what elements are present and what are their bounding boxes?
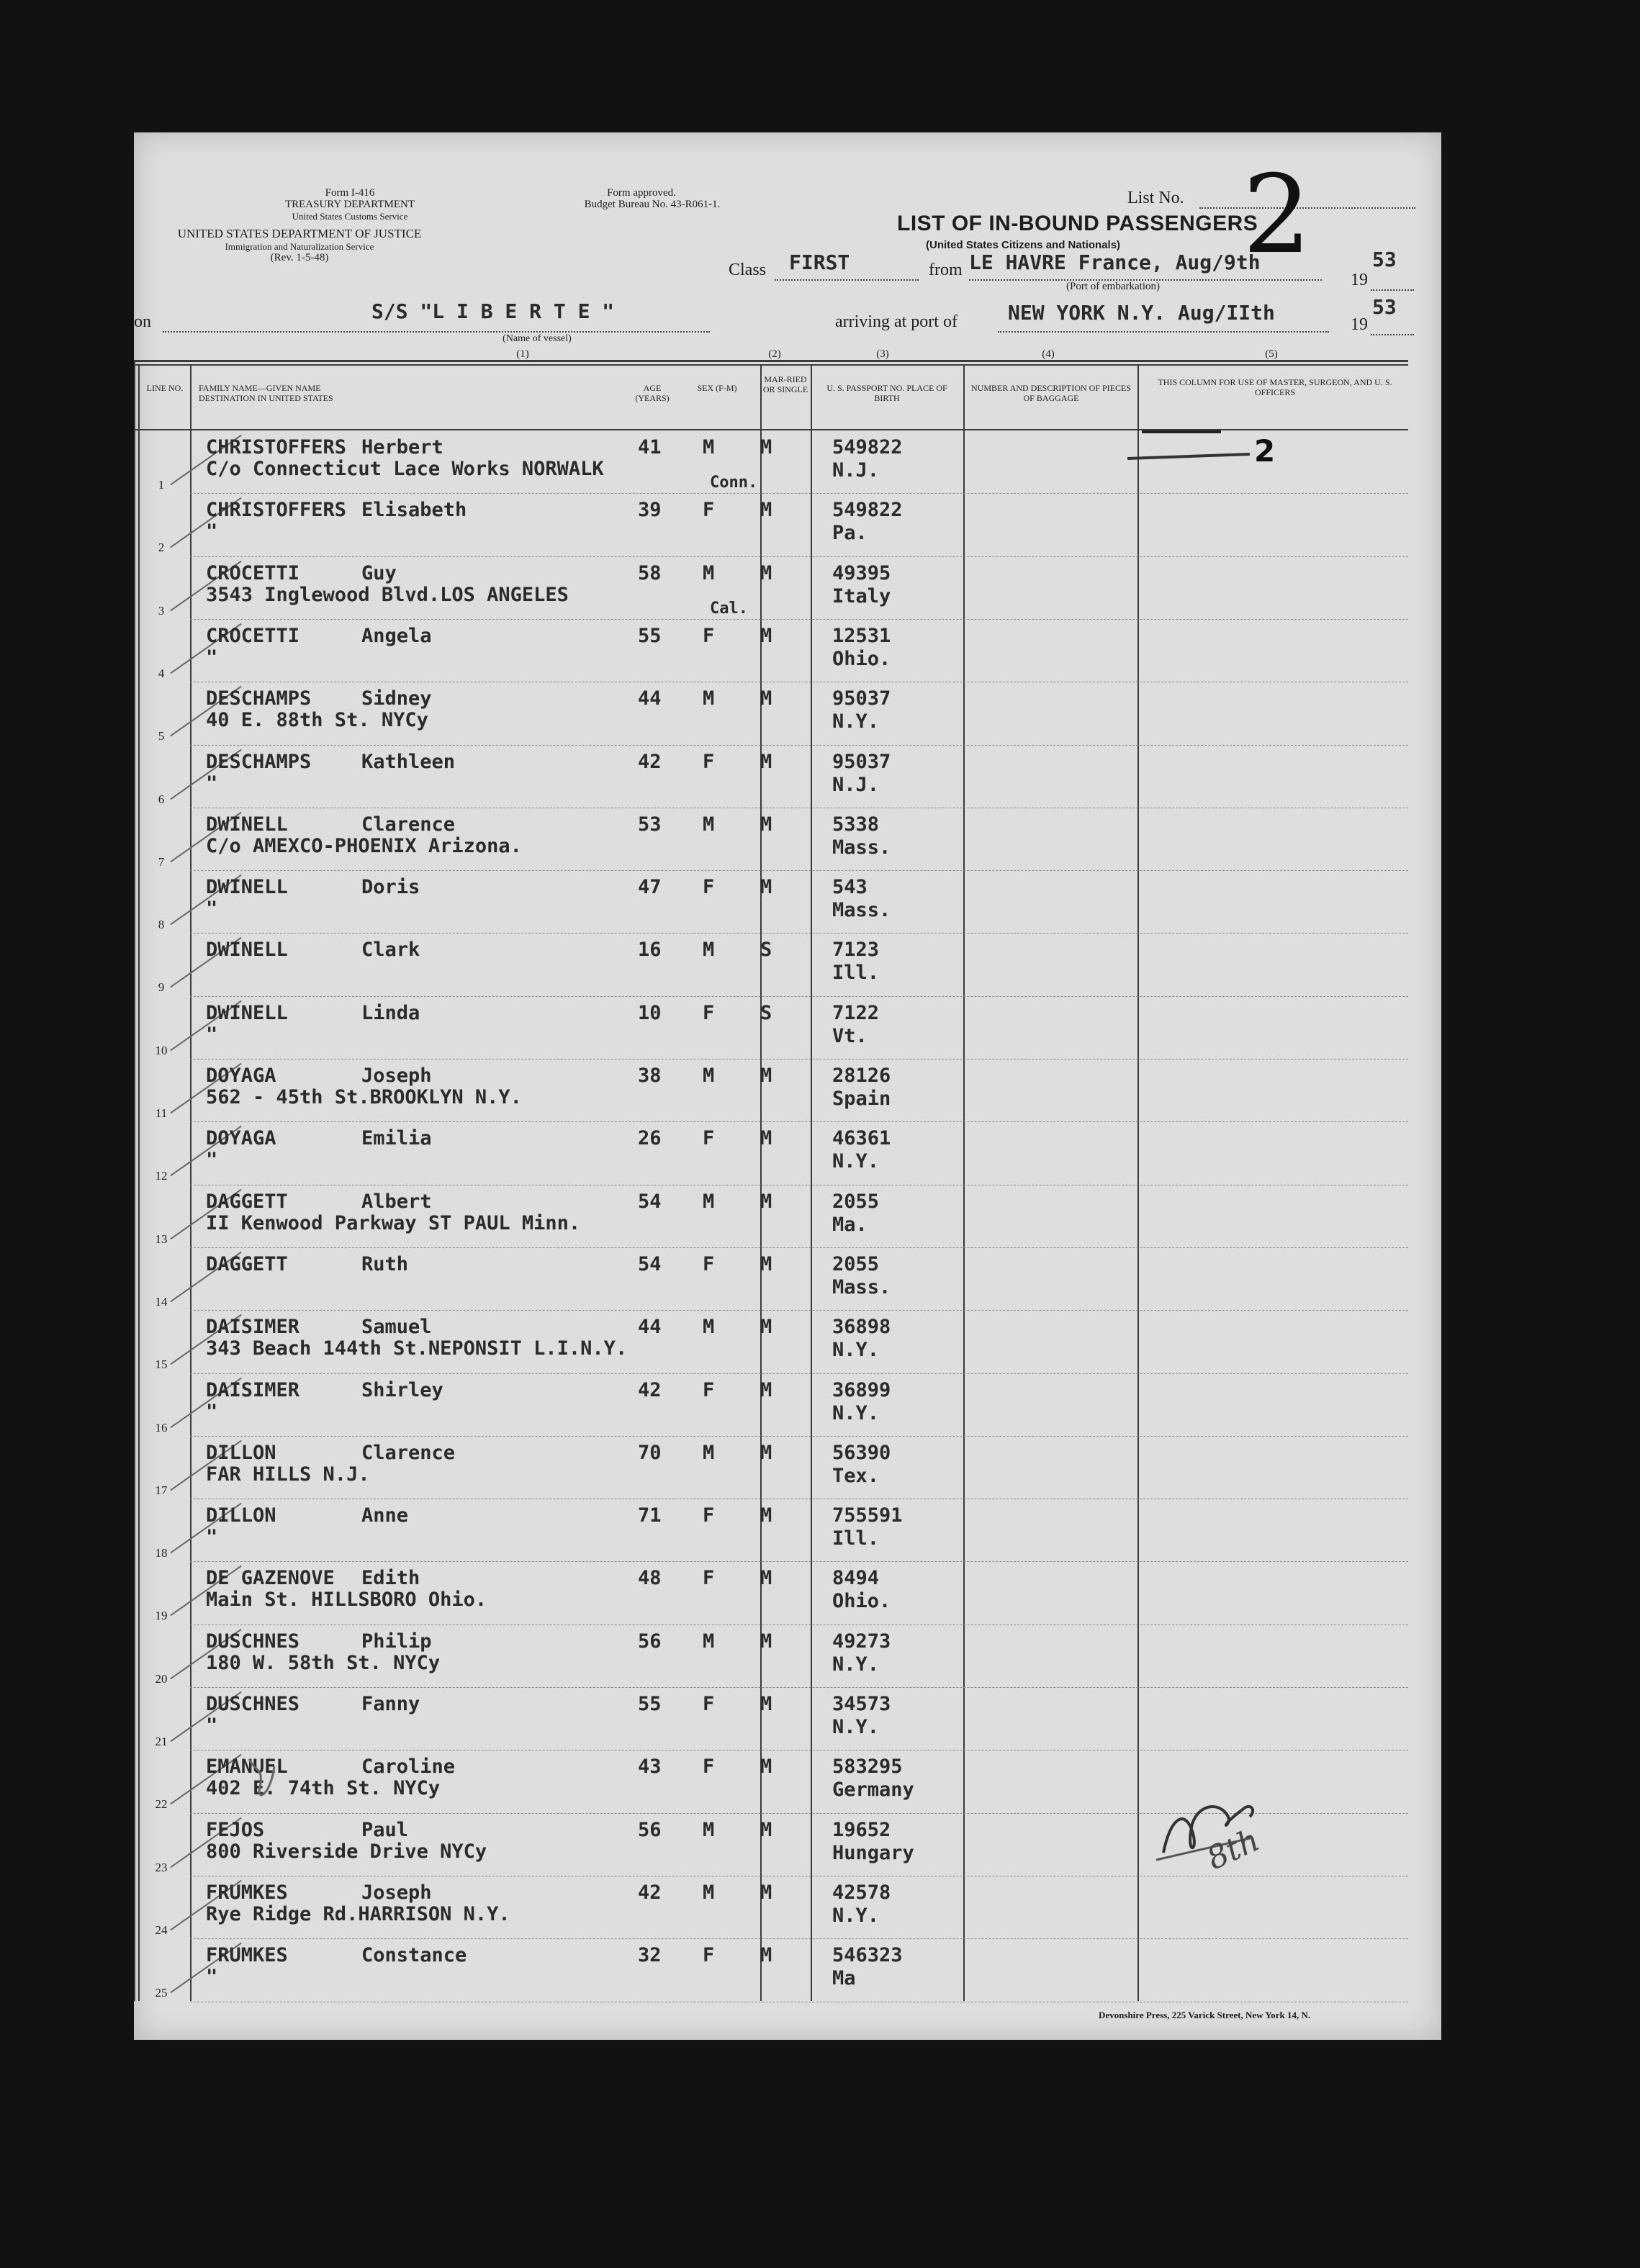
- passport-number: 19652: [832, 1818, 891, 1841]
- destination: 402 E. 74th St. NYCy: [206, 1777, 441, 1800]
- family-name: DUSCHNES: [206, 1630, 300, 1653]
- destination: FAR HILLS N.J.: [206, 1463, 370, 1486]
- line-number: 22: [155, 1797, 168, 1812]
- passport-number: 36898: [832, 1316, 891, 1339]
- family-name: FRUMKES: [206, 1944, 288, 1967]
- given-name: Ruth: [361, 1252, 409, 1275]
- passenger-manifest-page: [134, 132, 1441, 2040]
- destination-state: Conn.: [710, 474, 758, 492]
- age: 54: [638, 1252, 662, 1275]
- destination: Rye Ridge Rd.HARRISON N.Y.: [206, 1902, 510, 1925]
- handwritten-date: 8th: [1201, 1821, 1266, 1878]
- age: 44: [638, 1316, 662, 1339]
- col-header-name: FAMILY NAME—GIVEN NAME DESTINATION IN UNITED STATES: [199, 383, 333, 403]
- justice-dept: UNITED STATES DEPARTMENT OF JUSTICE: [177, 227, 422, 240]
- destination: ": [206, 1526, 218, 1549]
- passport-number: 7123: [832, 939, 880, 962]
- arrival-year-label: 19: [1351, 315, 1368, 334]
- age: 42: [638, 1378, 662, 1401]
- place-of-birth: N.Y.: [832, 1401, 880, 1424]
- age: 55: [638, 1693, 662, 1715]
- embarkation-port: LE HAVRE France, Aug/9th: [969, 250, 1261, 274]
- destination-state: Cal.: [710, 599, 748, 618]
- given-name: Clarence: [361, 1441, 456, 1464]
- family-name: DOYAGA: [206, 1065, 276, 1087]
- age: 70: [638, 1441, 662, 1464]
- family-name: DAGGETT: [206, 1190, 288, 1213]
- age: 43: [638, 1756, 662, 1779]
- col-header-passport: U. S. PASSPORT NO. PLACE OF BIRTH: [826, 383, 947, 403]
- row-divider: [190, 870, 1408, 871]
- list-no-label: List No.: [1127, 189, 1184, 207]
- destination: ": [206, 772, 218, 795]
- sex: F: [703, 1504, 715, 1527]
- marital-status: M: [760, 750, 772, 773]
- marital-status: S: [760, 1001, 772, 1024]
- given-name: Sidney: [361, 687, 432, 710]
- given-name: Clark: [361, 939, 420, 962]
- line-number: 12: [155, 1169, 168, 1183]
- passport-number: 7122: [832, 1001, 880, 1024]
- given-name: Clarence: [361, 813, 456, 836]
- marital-status: M: [760, 1881, 772, 1904]
- given-name: Joseph: [361, 1065, 432, 1087]
- destination: ": [206, 520, 218, 543]
- age: 42: [638, 750, 662, 773]
- sex: F: [703, 1693, 715, 1715]
- sex: F: [703, 876, 715, 899]
- row-divider: [190, 1373, 1408, 1374]
- col-header-baggage: NUMBER AND DESCRIPTION OF PIECES OF BAGGAGE: [970, 383, 1132, 403]
- marital-status: M: [760, 876, 772, 899]
- destination: ": [206, 898, 218, 921]
- year-value: 53: [1372, 248, 1397, 271]
- age: 44: [638, 687, 662, 710]
- col-header-married: MAR-RIED OR SINGLE: [762, 374, 808, 394]
- form-number: Form I-416: [325, 187, 375, 199]
- row-divider: [190, 1059, 1408, 1060]
- age: 55: [638, 624, 662, 647]
- destination: 343 Beach 144th St.NEPONSIT L.I.N.Y.: [206, 1337, 628, 1360]
- passport-number: 42578: [832, 1881, 891, 1904]
- destination: C/o Connecticut Lace Works NORWALK: [206, 458, 604, 480]
- marital-status: S: [760, 939, 772, 962]
- passport-number: 2055: [832, 1190, 880, 1213]
- age: 42: [638, 1881, 662, 1904]
- vessel-caption: (Name of vessel): [503, 333, 572, 344]
- class-label: Class: [729, 261, 767, 279]
- marital-status: M: [760, 624, 772, 647]
- age: 71: [638, 1504, 662, 1527]
- passport-number: 49273: [832, 1630, 891, 1653]
- place-of-birth: Mass.: [832, 899, 891, 922]
- line-number: 17: [155, 1483, 168, 1497]
- family-name: DAISIMER: [206, 1378, 300, 1401]
- place-of-birth: Italy: [832, 584, 891, 607]
- passport-number: 95037: [832, 687, 891, 710]
- row-divider: [190, 745, 1408, 746]
- port-caption: (Port of embarkation): [1066, 281, 1160, 292]
- destination: 3543 Inglewood Blvd.LOS ANGELES: [206, 583, 569, 606]
- passport-number: 546323: [832, 1944, 903, 1967]
- destination: ": [206, 1023, 218, 1046]
- marital-status: M: [760, 1441, 772, 1464]
- row-divider: [190, 933, 1408, 934]
- family-name: CHRISTOFFERS: [206, 436, 347, 458]
- marital-status: M: [760, 687, 772, 710]
- marital-status: M: [760, 1567, 772, 1590]
- family-name: CHRISTOFFERS: [206, 499, 347, 522]
- given-name: Philip: [361, 1630, 432, 1653]
- place-of-birth: N.Y.: [832, 710, 880, 733]
- sex: M: [703, 436, 715, 458]
- passport-number: 28126: [832, 1065, 891, 1087]
- line-number: 25: [155, 1986, 168, 2000]
- marital-status: M: [760, 1818, 772, 1841]
- given-name: Samuel: [361, 1316, 432, 1339]
- family-name: FRUMKES: [206, 1881, 288, 1904]
- place-of-birth: Ma.: [832, 1213, 868, 1236]
- from-label: from: [929, 261, 963, 279]
- sex: F: [703, 624, 715, 647]
- destination: 40 E. 88th St. NYCy: [206, 709, 428, 732]
- destination: ": [206, 1714, 218, 1737]
- line-number: 16: [155, 1420, 168, 1435]
- place-of-birth: Pa.: [832, 522, 868, 545]
- treasury-dept: TREASURY DEPARTMENT: [284, 199, 415, 210]
- destination: Main St. HILLSBORO Ohio.: [206, 1589, 487, 1612]
- line-number: 20: [155, 1671, 168, 1686]
- on-label: on: [134, 312, 151, 331]
- col-header-officers: THIS COLUMN FOR USE OF MASTER, SURGEON, AND U. S. OFFICERS: [1158, 377, 1392, 397]
- family-name: DWINELL: [206, 1001, 288, 1024]
- family-name: DAGGETT: [206, 1252, 288, 1275]
- family-name: DOYAGA: [206, 1127, 276, 1150]
- sex: M: [703, 561, 715, 584]
- family-name: DILLON: [206, 1441, 276, 1464]
- col-number-5: (5): [1265, 348, 1278, 360]
- place-of-birth: N.Y.: [832, 1653, 880, 1676]
- marital-status: M: [760, 499, 772, 522]
- place-of-birth: Ill.: [832, 1527, 880, 1550]
- marital-status: M: [760, 1252, 772, 1275]
- line-number: 6: [158, 792, 165, 806]
- row-divider: [190, 1310, 1408, 1311]
- col-number-4: (4): [1042, 348, 1055, 360]
- row-divider: [190, 619, 1408, 620]
- passport-number: 5338: [832, 813, 880, 836]
- given-name: Herbert: [361, 436, 443, 458]
- sex: F: [703, 1944, 715, 1967]
- row-divider: [190, 1938, 1408, 1939]
- marital-status: M: [760, 1316, 772, 1339]
- given-name: Constance: [361, 1944, 467, 1967]
- marital-status: M: [760, 1127, 772, 1150]
- sex: M: [703, 813, 715, 836]
- sex: M: [703, 1818, 715, 1841]
- passport-number: 46361: [832, 1127, 891, 1150]
- col-number-2: (2): [768, 348, 781, 360]
- line-number: 2: [158, 541, 165, 555]
- line-number: 23: [155, 1860, 168, 1874]
- age: 56: [638, 1818, 662, 1841]
- marital-status: M: [760, 1693, 772, 1715]
- revision-date: (Rev. 1-5-48): [270, 252, 329, 263]
- sex: M: [703, 1190, 715, 1213]
- destination: ": [206, 1966, 218, 1989]
- row-divider: [190, 556, 1408, 557]
- place-of-birth: Ill.: [832, 962, 880, 985]
- line-number: 18: [155, 1546, 168, 1560]
- passport-number: 12531: [832, 624, 891, 647]
- sex: M: [703, 1881, 715, 1904]
- place-of-birth: Ohio.: [832, 647, 891, 670]
- officer-mark: 2: [1254, 433, 1276, 469]
- family-name: DUSCHNES: [206, 1693, 300, 1715]
- age: 41: [638, 436, 662, 458]
- sex: M: [703, 1441, 715, 1464]
- place-of-birth: Ma: [832, 1967, 856, 1990]
- passport-number: 34573: [832, 1693, 891, 1715]
- given-name: Linda: [361, 1001, 420, 1024]
- row-divider: [190, 1561, 1408, 1562]
- marital-status: M: [760, 1065, 772, 1087]
- budget-bureau: Budget Bureau No. 43-R061-1.: [584, 199, 721, 210]
- arrival-year: 53: [1372, 295, 1397, 319]
- arrival-port: NEW YORK N.Y. Aug/IIth: [1008, 301, 1275, 325]
- col-header-sex: SEX (F-M): [697, 383, 737, 393]
- given-name: Fanny: [361, 1693, 420, 1715]
- place-of-birth: Spain: [832, 1088, 891, 1110]
- marital-status: M: [760, 1944, 772, 1967]
- row-divider: [190, 1687, 1408, 1688]
- sex: F: [703, 1127, 715, 1150]
- row-divider: [190, 1247, 1408, 1248]
- row-divider: [190, 1436, 1408, 1437]
- family-name: CROCETTI: [206, 561, 300, 584]
- family-name: DE GAZENOVE: [206, 1567, 335, 1590]
- vessel-name: S/S "L I B E R T E ": [371, 299, 615, 323]
- col-header-line: LINE NO.: [146, 383, 184, 393]
- marital-status: M: [760, 1630, 772, 1653]
- place-of-birth: Germany: [832, 1779, 914, 1802]
- destination: 180 W. 58th St. NYCy: [206, 1651, 441, 1674]
- passport-number: 543: [832, 876, 868, 899]
- family-name: DWINELL: [206, 876, 288, 899]
- age: 47: [638, 876, 662, 899]
- sex: F: [703, 1001, 715, 1024]
- line-number: 10: [155, 1043, 168, 1057]
- passport-number: 549822: [832, 499, 903, 522]
- place-of-birth: Vt.: [832, 1024, 868, 1047]
- destination: 562 - 45th St.BROOKLYN N.Y.: [206, 1086, 522, 1108]
- line-number: 15: [155, 1357, 168, 1372]
- line-number: 8: [158, 918, 165, 932]
- age: 54: [638, 1190, 662, 1213]
- line-number: 4: [158, 666, 165, 680]
- col-header-age: AGE (YEARS): [635, 383, 670, 403]
- passport-number: 583295: [832, 1756, 903, 1779]
- given-name: Emilia: [361, 1127, 432, 1150]
- page-subtitle: (United States Citizens and Nationals): [926, 239, 1121, 251]
- marital-status: M: [760, 436, 772, 458]
- row-divider: [190, 493, 1408, 494]
- age: 16: [638, 939, 662, 962]
- family-name: DESCHAMPS: [206, 750, 312, 773]
- line-number: 3: [158, 603, 165, 618]
- line-number: 21: [155, 1735, 168, 1748]
- sex: F: [703, 499, 715, 522]
- age: 48: [638, 1567, 662, 1590]
- destination: ": [206, 646, 218, 669]
- line-number: 1: [158, 478, 165, 492]
- age: 56: [638, 1630, 662, 1653]
- sex: M: [703, 1065, 715, 1087]
- given-name: Kathleen: [361, 750, 456, 773]
- line-number: 13: [155, 1232, 168, 1246]
- destination: II Kenwood Parkway ST PAUL Minn.: [206, 1211, 581, 1234]
- family-name: EMANUEL: [206, 1756, 288, 1779]
- place-of-birth: N.J.: [832, 459, 880, 482]
- line-number: 14: [155, 1294, 168, 1309]
- given-name: Elisabeth: [361, 499, 467, 522]
- place-of-birth: Hungary: [832, 1841, 914, 1864]
- col-number-3: (3): [876, 348, 889, 360]
- place-of-birth: N.Y.: [832, 1716, 880, 1738]
- given-name: Angela: [361, 624, 432, 647]
- arriving-label: arriving at port of: [835, 312, 958, 331]
- row-divider: [190, 1121, 1408, 1122]
- passport-number: 755591: [832, 1504, 903, 1527]
- passport-number: 56390: [832, 1441, 891, 1464]
- given-name: Doris: [361, 876, 420, 899]
- form-approved: Form approved.: [607, 187, 676, 199]
- passport-number: 2055: [832, 1252, 880, 1275]
- ins-service: Immigration and Naturalization Service: [225, 241, 374, 252]
- marital-status: M: [760, 813, 772, 836]
- place-of-birth: N.Y.: [832, 1904, 880, 1927]
- page-title: LIST OF IN-BOUND PASSENGERS: [897, 212, 1258, 235]
- destination: ": [206, 1400, 218, 1423]
- sex: F: [703, 1252, 715, 1275]
- age: 26: [638, 1127, 662, 1150]
- marital-status: M: [760, 1378, 772, 1401]
- place-of-birth: Ohio.: [832, 1590, 891, 1613]
- given-name: Joseph: [361, 1881, 432, 1904]
- line-number: 19: [155, 1609, 168, 1623]
- passport-number: 95037: [832, 750, 891, 773]
- class-value: FIRST: [789, 250, 850, 274]
- margin-mark: [242, 1752, 285, 1812]
- age: 10: [638, 1001, 662, 1024]
- given-name: Caroline: [361, 1756, 456, 1779]
- printer-footer: Devonshire Press, 225 Varick Street, New York 14, N.: [1099, 2010, 1311, 2020]
- place-of-birth: Mass.: [832, 836, 891, 859]
- family-name: DWINELL: [206, 813, 288, 836]
- place-of-birth: Mass.: [832, 1275, 891, 1298]
- age: 38: [638, 1065, 662, 1087]
- age: 32: [638, 1944, 662, 1967]
- given-name: Albert: [361, 1190, 432, 1213]
- destination: ": [206, 1149, 218, 1172]
- place-of-birth: N.Y.: [832, 1339, 880, 1362]
- family-name: FEJOS: [206, 1818, 265, 1841]
- passport-number: 8494: [832, 1567, 880, 1590]
- destination: 800 Riverside Drive NYCy: [206, 1840, 487, 1863]
- customs-service: United States Customs Service: [292, 211, 408, 222]
- given-name: Paul: [361, 1818, 409, 1841]
- marital-status: M: [760, 1504, 772, 1527]
- family-name: DWINELL: [206, 939, 288, 962]
- passport-number: 549822: [832, 436, 903, 458]
- sex: M: [703, 687, 715, 710]
- place-of-birth: Tex.: [832, 1464, 880, 1487]
- given-name: Shirley: [361, 1378, 443, 1401]
- sex: F: [703, 750, 715, 773]
- year-label: 19: [1351, 271, 1368, 289]
- line-number: 7: [158, 854, 165, 869]
- place-of-birth: N.Y.: [832, 1150, 880, 1173]
- family-name: DILLON: [206, 1504, 276, 1527]
- given-name: Guy: [361, 561, 397, 584]
- sex: F: [703, 1567, 715, 1590]
- marital-status: M: [760, 1190, 772, 1213]
- age: 58: [638, 561, 662, 584]
- passport-number: 49395: [832, 561, 891, 584]
- row-divider: [190, 996, 1408, 997]
- family-name: DESCHAMPS: [206, 687, 312, 710]
- marital-status: M: [760, 1756, 772, 1779]
- given-name: Edith: [361, 1567, 420, 1590]
- sex: M: [703, 1316, 715, 1339]
- passport-number: 36899: [832, 1378, 891, 1401]
- place-of-birth: N.J.: [832, 773, 880, 796]
- line-number: 5: [158, 729, 165, 744]
- destination: C/o AMEXCO-PHOENIX Arizona.: [206, 834, 522, 857]
- age: 39: [638, 499, 662, 522]
- marital-status: M: [760, 561, 772, 584]
- age: 53: [638, 813, 662, 836]
- family-name: CROCETTI: [206, 624, 300, 647]
- sex: M: [703, 1630, 715, 1653]
- sex: F: [703, 1756, 715, 1779]
- given-name: Anne: [361, 1504, 409, 1527]
- line-number: 11: [155, 1106, 168, 1120]
- list-number-handwritten: 2: [1243, 153, 1312, 278]
- col-number-1: (1): [516, 348, 529, 360]
- family-name: DAISIMER: [206, 1316, 300, 1339]
- line-number: 9: [158, 980, 165, 995]
- sex: F: [703, 1378, 715, 1401]
- line-number: 24: [155, 1923, 168, 1937]
- sex: M: [703, 939, 715, 962]
